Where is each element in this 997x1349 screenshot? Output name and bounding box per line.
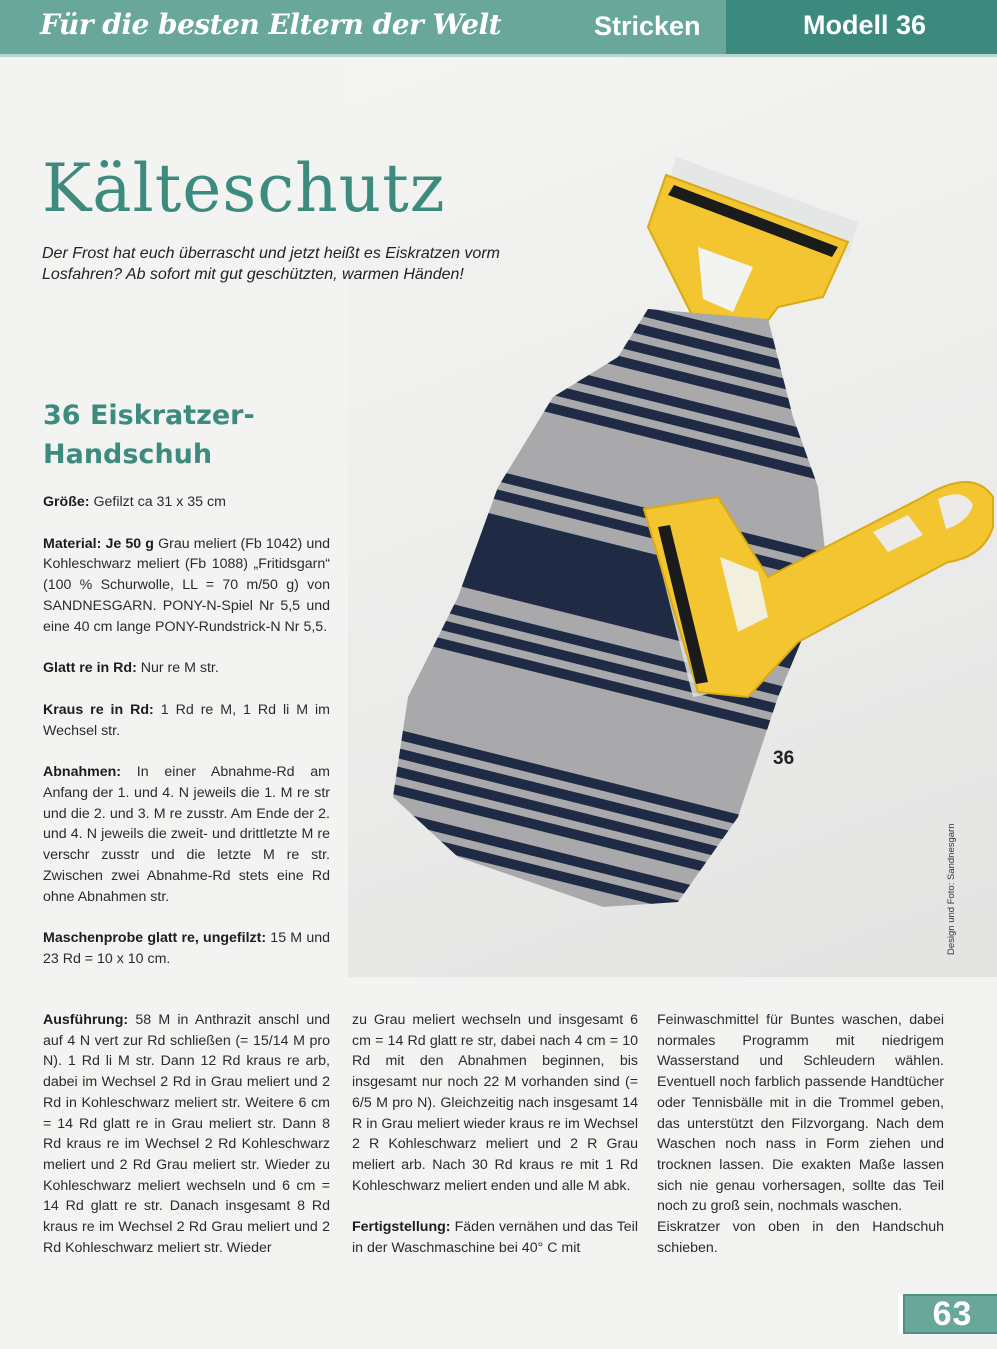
execution-continued: zu Grau meliert wechseln und insgesamt 6 cm = 14 Rd glatt re str, dabei nach 4 cm = 10 Rd mit den Abnahmen beginnen, bis insgesamt nur noch 22 M vorhanden sind (= 6/5 M pro N). Gleichzeitig nach insgesamt 14 R in Grau meliert wieder kraus re im Wechsel 2 R Kohleschwarz meliert und 2 R Grau meliert arb. Nach 30 Rd kraus re mit 1 Rd Kohleschwarz meliert enden und alle M abk. xyxy=(352,1012,638,1194)
size-label: Größe: xyxy=(43,494,90,510)
material-paragraph xyxy=(43,534,330,638)
finishing-text: Fäden vernähen und das Teil in der Waschmaschine bei 40° C mit xyxy=(352,1219,638,1257)
execution-paragraph xyxy=(43,1010,330,1258)
size-text: Gefilzt ca 31 x 35 cm xyxy=(89,494,226,510)
finishing-paragraph xyxy=(352,1217,638,1258)
decrease-label: Abnahmen: xyxy=(43,764,122,781)
garter-label: Kraus re in Rd: xyxy=(43,701,154,718)
instructions-column-1 xyxy=(43,492,330,991)
scraper-paragraph: Eiskratzer von oben in den Handschuh schieben. xyxy=(657,1219,944,1256)
washing-paragraph: Feinwaschmittel für Buntes waschen, dabei normales Programm mit niedrigem Wasserstand und Schleudern wählen. Eventuell noch farblich passende Handtücher oder Tennisbälle mit in die Trommel geben, das unterstützt den Filzvorgang. Nach dem Waschen noch nass in Form ziehen und trocknen lassen. Die exakten Maße lassen sich nie genau vorhersagen, sollte das Teil noch zu groß sein, nochmals waschen. xyxy=(657,1012,944,1215)
instructions-column-3 xyxy=(657,1010,944,1258)
intro-line: Losfahren? Ab sofort mit gut geschützten, warmen Händen! xyxy=(42,266,464,283)
magazine-title: Für die besten Eltern der Welt xyxy=(40,8,502,41)
project-heading xyxy=(43,396,255,474)
heading-line: Handschuh xyxy=(43,439,213,470)
material-label: Material: Je 50 g xyxy=(43,535,154,552)
instructions-column-1-bottom xyxy=(43,1010,330,1279)
garter-text: 1 Rd re M, 1 Rd li M im Wechsel str. xyxy=(43,701,331,739)
decrease-paragraph xyxy=(43,762,330,907)
decrease-text: In einer Abnahme-Rd am Anfang der 1. und 4. N jeweils die 1. M re str und die 2. und 3. M re zusstr. Am Ende der 2. und 4. N jeweils die zweit- und drittletzte M re verschr zusstr und die letzte M re str. Zwischen zwei Abnahme-Rd stets eine Rd ohne Abnahmen str. xyxy=(43,764,330,905)
page-header xyxy=(0,0,997,54)
stockinette-label: Glatt re in Rd: xyxy=(43,660,137,677)
article-title: Kälteschutz xyxy=(42,150,446,227)
model-number: 36 xyxy=(773,748,795,769)
execution-text: 58 M in Anthrazit anschl und auf 4 N vert zur Rd schließen (= 15/14 M pro N). 1 Rd li M str. Dann 12 Rd kraus re arb, dabei im Wechsel 2 Rd in Grau meliert und 2 Rd in Kohleschwarz meliert str. Weitere 6 cm = 14 Rd glatt re in Grau meliert str. Dann 8 Rd kraus re im Wechsel 2 Rd Kohleschwarz meliert und 2 Rd Grau meliert str. Wieder zu Kohleschwarz meliert wechseln und 6 cm = 14 Rd glatt re str. Danach insgesamt 8 Rd kraus re im Wechsel 2 Rd Grau meliert und 2 Rd Kohleschwarz meliert str. Wieder xyxy=(43,1012,330,1256)
page-number: 63 xyxy=(898,1294,997,1334)
stockinette-paragraph xyxy=(43,658,330,679)
photo-credit: Design und Foto: Sandnesgarn xyxy=(946,823,957,955)
execution-label: Ausführung: xyxy=(43,1012,129,1028)
gauge-paragraph xyxy=(43,928,330,969)
stockinette-text: Nur re M str. xyxy=(136,660,219,677)
heading-line: 36 Eiskratzer- xyxy=(43,400,255,431)
finishing-label: Fertigstellung: xyxy=(352,1219,451,1236)
section-label: Stricken xyxy=(594,11,701,41)
intro-line: Der Frost hat euch überrascht und jetzt heißt es Eiskratzen vorm xyxy=(42,245,500,262)
garter-paragraph xyxy=(43,700,330,741)
modell-label: Modell 36 xyxy=(803,10,927,40)
gauge-label: Maschenprobe glatt re, ungefilzt: xyxy=(43,930,267,947)
gauge-text: 15 M und 23 Rd = 10 x 10 cm. xyxy=(43,930,330,967)
size-paragraph xyxy=(43,492,330,513)
instructions-column-2 xyxy=(352,1010,638,1280)
material-text: Grau meliert (Fb 1042) und Kohleschwarz meliert (Fb 1088) „Fritidsgarn“ (100 % Schurwolle, LL = 70 m/50 g) von SANDNESGARN. PONY-N-Spiel Nr 5,5 und eine 40 cm lange PONY-Rundstrick-N Nr 5,5. xyxy=(43,535,330,635)
article-intro xyxy=(42,243,602,285)
